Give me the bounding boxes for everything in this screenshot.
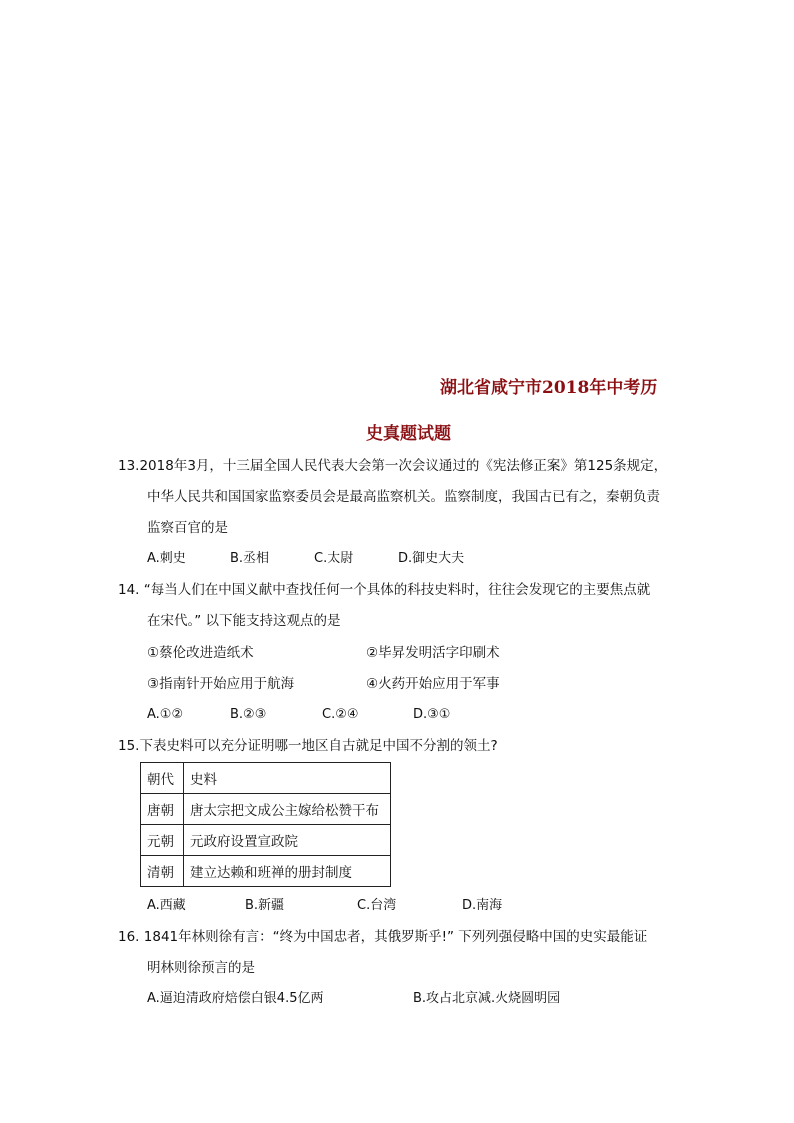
q14-option-a: A.①② [147, 707, 184, 722]
q16-option-a: A.逼迫清政府焙偿白银4.5亿两 [147, 991, 324, 1006]
q13-option-a: A.刺史 [147, 551, 186, 566]
q13-line1: 13.2018年3月，十三届全国人民代表大会第一次会议通过的《宪法修正案》第125条规定， [118, 458, 668, 474]
q13-option-c: C.太尉 [314, 551, 354, 566]
exam-title-line2: 史真题试题 [366, 424, 451, 444]
table-cell-source: 建立达赖和班禅的册封制度 [184, 856, 391, 887]
q14-line2: 在宋代。” 以下能支持这观点的是 [147, 613, 341, 629]
q16-line2: 明林则徐预言的是 [147, 960, 255, 976]
table-cell-dynasty: 唐朝 [141, 794, 184, 825]
q15-option-a: A.西藏 [147, 898, 186, 913]
table-header-dynasty: 朝代 [141, 763, 184, 794]
table-row [141, 794, 391, 825]
table-cell-source: 唐太宗把文成公主嫁给松赞干布 [184, 794, 391, 825]
table-header-source: 史料 [184, 763, 391, 794]
q15-option-d: D.南海 [462, 898, 503, 913]
table-row [141, 856, 391, 887]
q14-option-b: B.②③ [230, 707, 267, 722]
table-cell-dynasty: 清朝 [141, 856, 184, 887]
q16-option-b: B.攻占北京减.火烧圆明园 [413, 991, 561, 1006]
q13-line3: 监察百官的是 [147, 520, 228, 536]
q14-item-4: ④火药开始应用于军事 [366, 676, 500, 692]
q14-option-d: D.③① [413, 707, 451, 722]
q14-item-3: ③指南针开始应用于航海 [147, 676, 295, 692]
exam-title-line1: 湖北省咸宁市2018年中考历 [440, 378, 658, 398]
q14-option-c: C.②④ [322, 707, 359, 722]
q13-line2: 中华人民共和国国家监察委员会是最高监察机关。监察制度，我国古已有之，秦朝负责 [147, 489, 660, 505]
table-cell-dynasty: 元朝 [141, 825, 184, 856]
q13-option-d: D.御史大夫 [398, 551, 465, 566]
q14-line1: 14. “每当人们在中国义献中查找任何一个具体的科技史料时，往往会发现它的主要焦点就 [118, 582, 651, 598]
q15-option-c: C.台湾 [357, 898, 397, 913]
q15-option-b: B.新疆 [245, 898, 285, 913]
table-cell-source: 元政府设置宣政院 [184, 825, 391, 856]
q16-line1: 16. 1841年林则徐有言：“终为中国忠者，其俄罗斯乎!” 下列列强侵略中国的史实最能证 [118, 929, 648, 945]
q15-history-table [140, 762, 391, 887]
q14-item-2: ②毕昇发明活字印刷术 [366, 645, 500, 661]
table-header-row [141, 763, 391, 794]
q14-item-1: ①蔡伦改进造纸术 [147, 645, 254, 661]
q13-option-b: B.丞相 [230, 551, 270, 566]
q15-line1: 15.下表史料可以充分证明哪一地区自古就足中国不分割的领土? [118, 738, 498, 754]
table-row [141, 825, 391, 856]
